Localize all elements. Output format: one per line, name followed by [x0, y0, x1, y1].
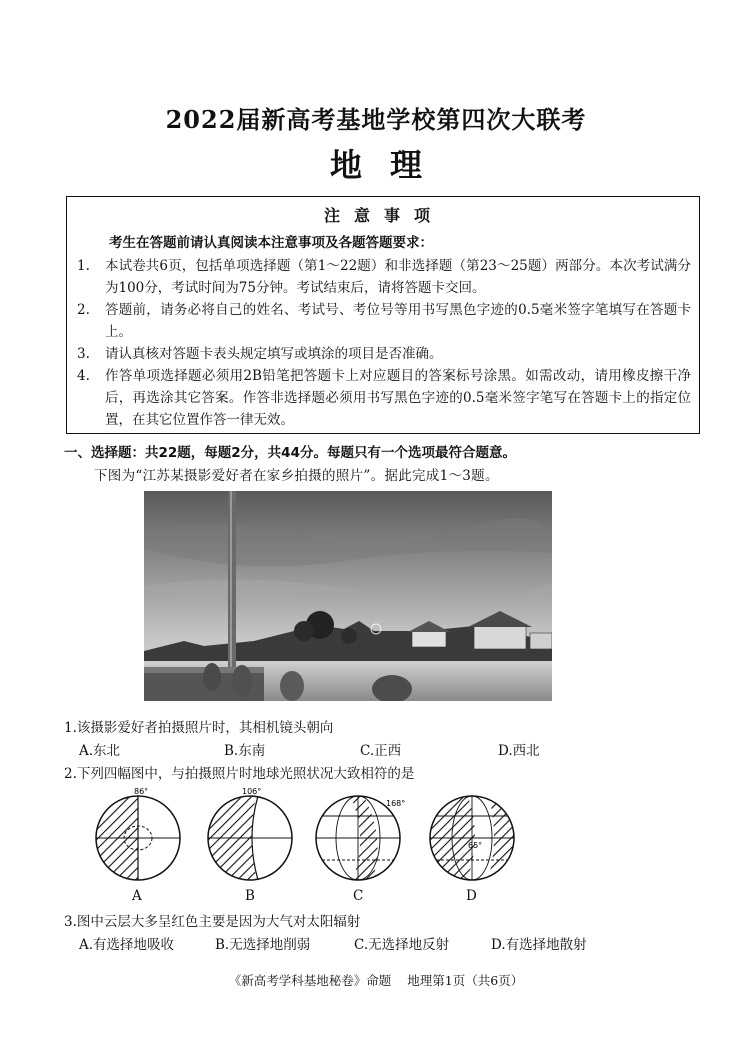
- notice-item: [77, 343, 691, 365]
- page-footer: [0, 971, 752, 989]
- option-d: D.有选择地散射: [491, 937, 587, 953]
- globe-c-angle: 168°: [386, 799, 406, 808]
- option-d: D.西北: [498, 743, 540, 759]
- notice-title: 注意事项: [323, 206, 444, 225]
- globe-a-angle: 86°: [134, 787, 149, 796]
- globe-d-angle: 65°: [468, 841, 483, 850]
- notice-item: [77, 299, 691, 343]
- notice-item: [77, 255, 691, 299]
- option-b: B.无选择地削弱: [215, 937, 311, 953]
- notice-item-text: 作答单项选择题必须用2B铅笔把答题卡上对应题目的答案标号涂黑。如需改动，请用橡皮擦干净后，再选涂其它答案。作答非选择题必须用书写黑色字迹的0.5毫米签字笔写在答题卡上的指定位置，在其它位置作答一律无效。: [105, 368, 691, 428]
- globe-diagram-d: [424, 786, 520, 886]
- globe-b-angle: 106°: [242, 787, 262, 796]
- footer-source: 《新高考学科基地秘卷》命题: [228, 973, 392, 988]
- globe-b-label: B: [245, 888, 255, 904]
- notice-list: [77, 255, 691, 431]
- globe-d-label: D: [466, 888, 477, 904]
- notice-item-text: 请认真核对答题卡表头规定填写或填涂的项目是否准确。: [105, 346, 443, 362]
- globe-diagram-b: [202, 786, 298, 886]
- globe-a-label: A: [132, 888, 142, 904]
- notice-item-number: 3.: [77, 346, 90, 362]
- notice-item-number: 2.: [77, 302, 90, 318]
- question-stem: 3.图中云层大多呈红色主要是因为大气对太阳辐射: [64, 914, 361, 930]
- footer-page-number: 地理第1页（共6页）: [407, 973, 524, 988]
- option-b: B.东南: [224, 743, 266, 759]
- option-c: C.无选择地反射: [354, 937, 450, 953]
- globe-c-label: C: [353, 888, 364, 904]
- notice-box: [66, 196, 700, 434]
- globe-diagram-c: [310, 786, 410, 886]
- landscape-photo: [144, 491, 552, 701]
- globe-diagram-a: [90, 786, 186, 886]
- subject-title: 地理: [329, 146, 450, 184]
- option-a: A.有选择地吸收: [79, 937, 175, 953]
- exam-title: 2022届新高考基地学校第四次大联考: [165, 105, 587, 134]
- notice-intro: 考生在答题前请认真阅读本注意事项及各题答题要求：: [109, 235, 433, 251]
- option-c: C.正西: [360, 743, 402, 759]
- notice-item: [77, 365, 691, 431]
- notice-item-number: 4.: [77, 368, 90, 384]
- question-stem: 1.该摄影爱好者拍摄照片时，其相机镜头朝向: [64, 720, 334, 736]
- notice-item-text: 答题前，请务必将自己的姓名、考试号、考位号等用书写黑色字迹的0.5毫米签字笔填写在答题卡上。: [105, 302, 691, 340]
- notice-item-text: 本试卷共6页，包括单项选择题（第1～22题）和非选择题（第23～25题）两部分。本次考试满分为100分，考试时间为75分钟。考试结束后，请将答题卡交回。: [105, 258, 691, 296]
- section-heading: 一、选择题：共22题，每题2分，共44分。每题只有一个选项最符合题意。: [64, 445, 516, 461]
- notice-item-number: 1.: [77, 258, 90, 274]
- option-a: A.东北: [79, 743, 121, 759]
- question-stem: 2.下列四幅图中，与拍摄照片时地球光照状况大致相符的是: [64, 766, 415, 782]
- section-intro: 下图为“江苏某摄影爱好者在家乡拍摄的照片”。据此完成1～3题。: [94, 468, 499, 484]
